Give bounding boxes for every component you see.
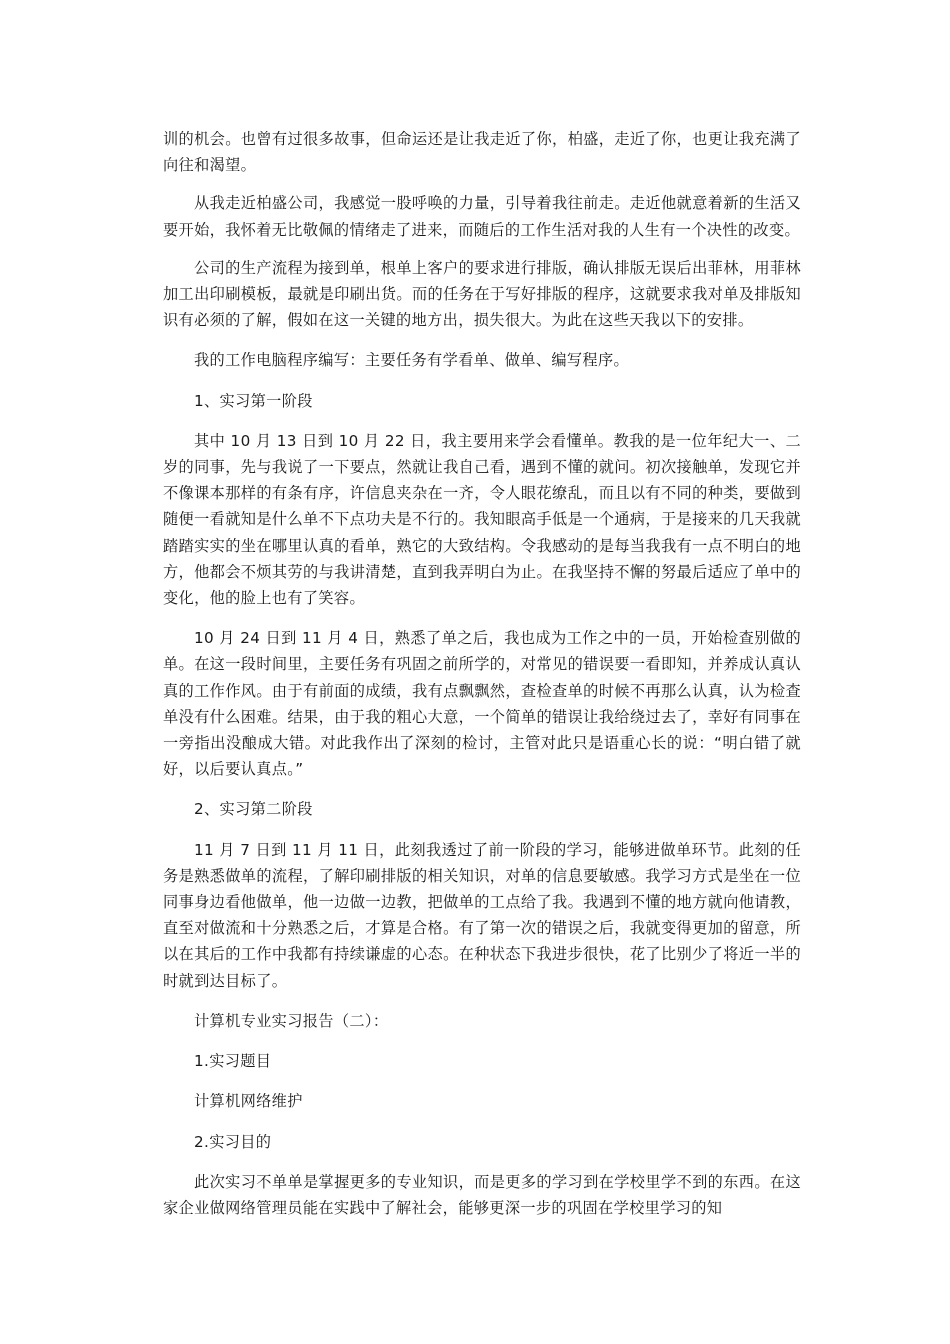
document-page	[163, 126, 801, 1221]
paragraph-production-flow: 公司的生产流程为接到单，根单上客户的要求进行排版，确认排版无误后出菲林，用菲林加工出印刷模板，最就是印刷出货。而的任务在于写好排版的程序，这就要求我对单及排版知识有必须的了解，假如在这一关键的地方出，损失很大。为此在这些天我以下的安排。	[163, 258, 801, 330]
paragraph-stage-one-checking: 10 月 24 日到 11 月 4 日，熟悉了单之后，我也成为工作之中的一员，开始检查别做的单。在这一段时间里，主要任务有巩固之前所学的，对常见的错误要一看即知，并养成认真认真的工作作风。由于有前面的成绩，我有点飘飘然，查检查单的时候不再那么认真，认为检查单没有什么困难。结果，由于我的粗心大意，一个简单的错误让我给绕过去了，幸好有同事在一旁指出没酿成大错。对此我作出了深刻的检讨，主管对此只是语重心长的说：“明白错了就好，以后要认真点。”	[163, 629, 801, 779]
paragraph-continuation: 训的机会。也曾有过很多故事，但命运还是让我走近了你，柏盛，走近了你，也更让我充满了向往和渴望。	[163, 130, 801, 175]
heading-internship-purpose: 2.实习目的	[194, 1132, 272, 1151]
paragraph-company-intro: 从我走近柏盛公司，我感觉一股呼唤的力量，引导着我往前走。走近他就意着新的生活又要开始，我怀着无比敬佩的情绪走了进来，而随后的工作生活对我的人生有一个决性的改变。	[163, 194, 801, 239]
paragraph-purpose: 此次实习不单单是掌握更多的专业知识，而是更多的学习到在学校里学不到的东西。在这家企业做网络管理员能在实践中了解社会，能够更深一步的巩固在学校里学习的知	[163, 1172, 801, 1217]
paragraph-job-summary: 我的工作电脑程序编写：主要任务有学看单、做单、编写程序。	[194, 351, 630, 370]
heading-stage-one: 1、实习第一阶段	[194, 391, 313, 410]
heading-report-two: 计算机专业实习报告（二）：	[194, 1011, 389, 1030]
paragraph-stage-two: 11 月 7 日到 11 月 11 日，此刻我透过了前一阶段的学习，能够进做单环节。此刻的任务是熟悉做单的流程，了解印刷排版的相关知识，对单的信息要敏感。我学习方式是坐在一位同事身边看他做单，他一边做一边教，把做单的工点给了我。我遇到不懂的地方就向他请教，直至对做流和十分熟悉之后，才算是合格。有了第一次的错误之后，我就变得更加的留意，所以在其后的工作中我都有持续谦虚的心态。在种状态下我进步很快，花了比别少了将近一半的时就到达目标了。	[163, 840, 801, 990]
paragraph-stage-one-reading: 其中 10 月 13 日到 10 月 22 日，我主要用来学会看懂单。教我的是一位年纪大一、二岁的同事，先与我说了一下要点，然就让我自己看，遇到不懂的就问。初次接触单，发现它并不像课本那样的有条有序，许信息夹杂在一齐，令人眼花缭乱，而且以有不同的种类，要做到随便一看就知是什么单不下点功夫是不行的。我知眼高手低是一个通病，于是接来的几天我就踏踏实实的坐在哪里认真的看单，熟它的大致结构。令我感动的是每当我我有一点不明白的地方，他都会不烦其劳的与我讲清楚，直到我弄明白为止。在我坚持不懈的努最后适应了单中的变化，他的脸上也有了笑容。	[163, 431, 801, 608]
paragraph-topic-name: 计算机网络维护	[194, 1092, 303, 1111]
heading-stage-two: 2、实习第二阶段	[194, 800, 313, 819]
heading-internship-topic: 1.实习题目	[194, 1052, 272, 1071]
